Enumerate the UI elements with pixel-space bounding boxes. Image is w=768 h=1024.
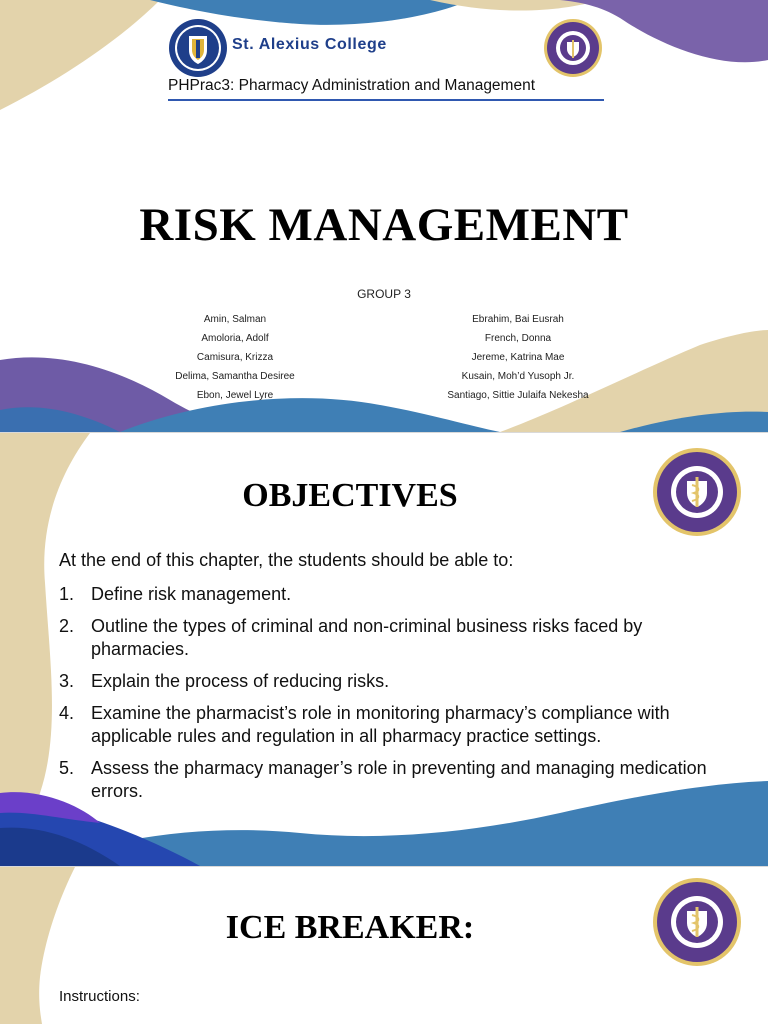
objectives-intro: At the end of this chapter, the students should be able to: [59,550,514,570]
item-number: 1. [59,584,75,604]
pharmacy-department-seal [543,18,603,78]
slide-title [0,0,768,432]
group-label: GROUP 3 [357,287,411,301]
list-item [59,757,719,803]
member-name: Ebon, Jewel Lyre [196,390,274,401]
list-item [59,702,719,748]
list-item [59,583,719,606]
item-number: 3. [59,671,75,691]
member-name: Camisura, Krizza [196,352,274,363]
objectives-list [59,583,719,812]
item-text: Explain the process of reducing risks. [91,671,390,691]
college-name: St. Alexius College [232,36,387,53]
member-name: Ebrahim, Bai Eusrah [472,314,564,325]
item-text: Define risk management. [91,584,292,604]
list-item [59,670,719,693]
item-number: 5. [59,758,75,778]
member-name: Jereme, Katrina Mae [471,352,565,363]
item-text: Examine the pharmacist’s role in monitoring pharmacy’s compliance with applicable rules and regulation in all pharmacy practice settings. [91,703,670,746]
presentation-title: RISK MANAGEMENT [139,199,629,251]
slide-objectives [0,433,768,866]
slide-heading: ICE BREAKER: [225,909,475,946]
members-right-column [430,313,606,408]
slide-ice-breaker [0,867,768,1024]
member-name: Amin, Salman [203,314,267,325]
item-text: Assess the pharmacy manager’s role in preventing and managing medication errors. [91,758,707,801]
slide-heading: OBJECTIVES [242,477,458,514]
member-name: French, Donna [484,333,552,344]
members-left-column [160,313,310,408]
item-number: 4. [59,703,75,723]
item-text: Outline the types of criminal and non-criminal business risks faced by pharmacies. [91,616,643,659]
member-name: Santiago, Sittie Julaifa Nekesha [447,390,589,401]
member-name: Kusain, Moh’d Yusoph Jr. [461,371,575,382]
member-name: Delima, Samantha Desiree [175,371,295,382]
course-title: PHPrac3: Pharmacy Administration and Management [168,77,604,101]
item-number: 2. [59,616,75,636]
list-item [59,615,719,661]
instructions-label: Instructions: [59,988,140,1005]
college-crest-logo [168,18,228,78]
member-name: Amoloria, Adolf [201,333,269,344]
